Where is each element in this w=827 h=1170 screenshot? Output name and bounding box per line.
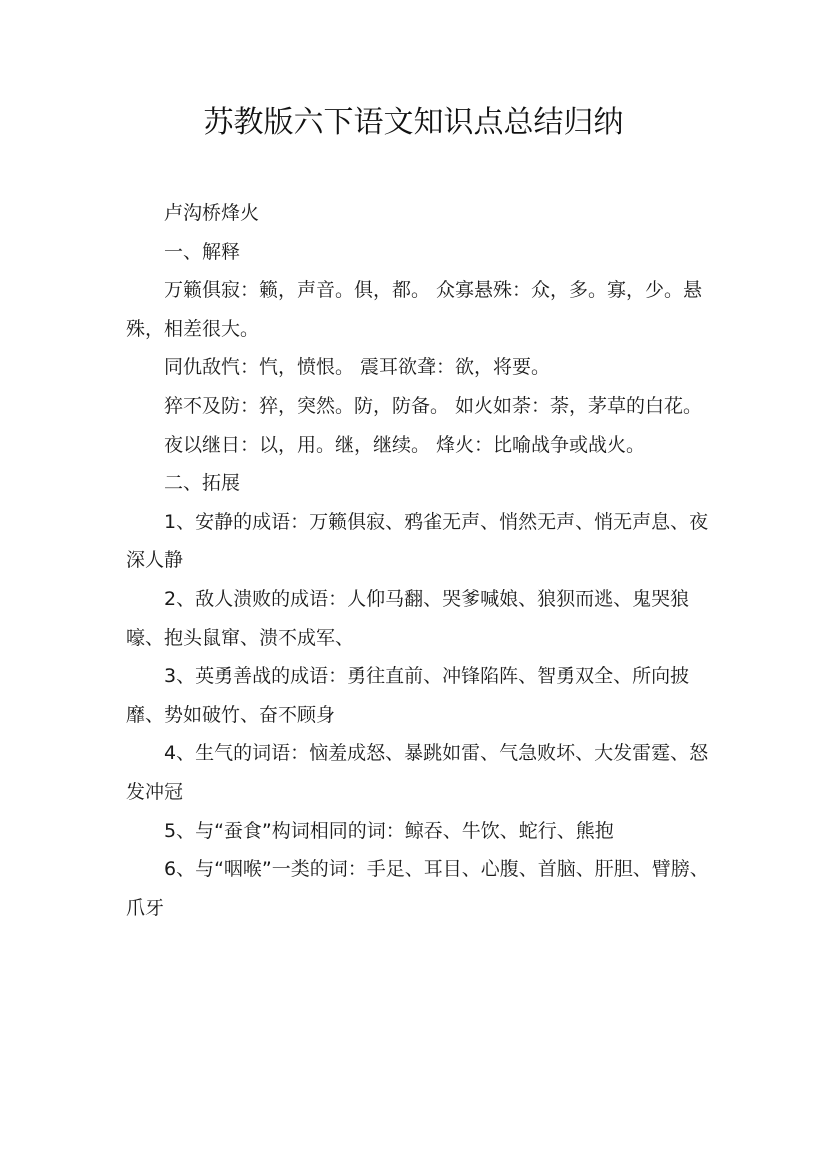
subsection-heading: 一、解释	[164, 240, 241, 263]
list-item: 3、英勇善战的成语：勇往直前、冲锋陷阵、智勇双全、所向披靡、势如破竹、奋不顾身	[126, 665, 690, 726]
list-item: 1、安静的成语：万籁俱寂、鸦雀无声、悄然无声、悄无声息、夜深人静	[126, 510, 709, 572]
section-heading: 卢沟桥烽火	[164, 202, 260, 224]
subsection-heading: 二、拓展	[164, 472, 241, 495]
paragraph: 万籁俱寂：籁，声音。俱，都。 众寡悬殊：众，多。寡，少。悬殊，相差很大。	[126, 279, 703, 340]
list-item: 6、与“咽喉”一类的词：手足、耳目、心腹、首脑、肝胆、臂膀、爪牙	[126, 858, 709, 919]
list-item: 4、生气的词语：恼羞成怒、暴跳如雷、气急败坏、大发雷霆、怒发冲冠	[126, 742, 709, 803]
list-item: 2、敌人溃败的成语：人仰马翻、哭爹喊娘、狼狈而逃、鬼哭狼嚎、抱头鼠窜、溃不成军、	[126, 587, 690, 649]
document-title: 苏教版六下语文知识点总结归纳	[203, 105, 624, 140]
document-body	[126, 194, 716, 927]
list-item: 5、与“蚕食”构词相同的词：鲸吞、牛饮、蛇行、熊抱	[164, 819, 614, 842]
paragraph: 夜以继日：以，用。继，继续。 烽火：比喻战争或战火。	[164, 433, 646, 456]
paragraph: 猝不及防：猝，突然。防，防备。 如火如荼：荼，茅草的白花。	[164, 394, 703, 417]
paragraph: 同仇敌忾：忾，愤恨。 震耳欲聋：欲，将要。	[164, 356, 551, 379]
